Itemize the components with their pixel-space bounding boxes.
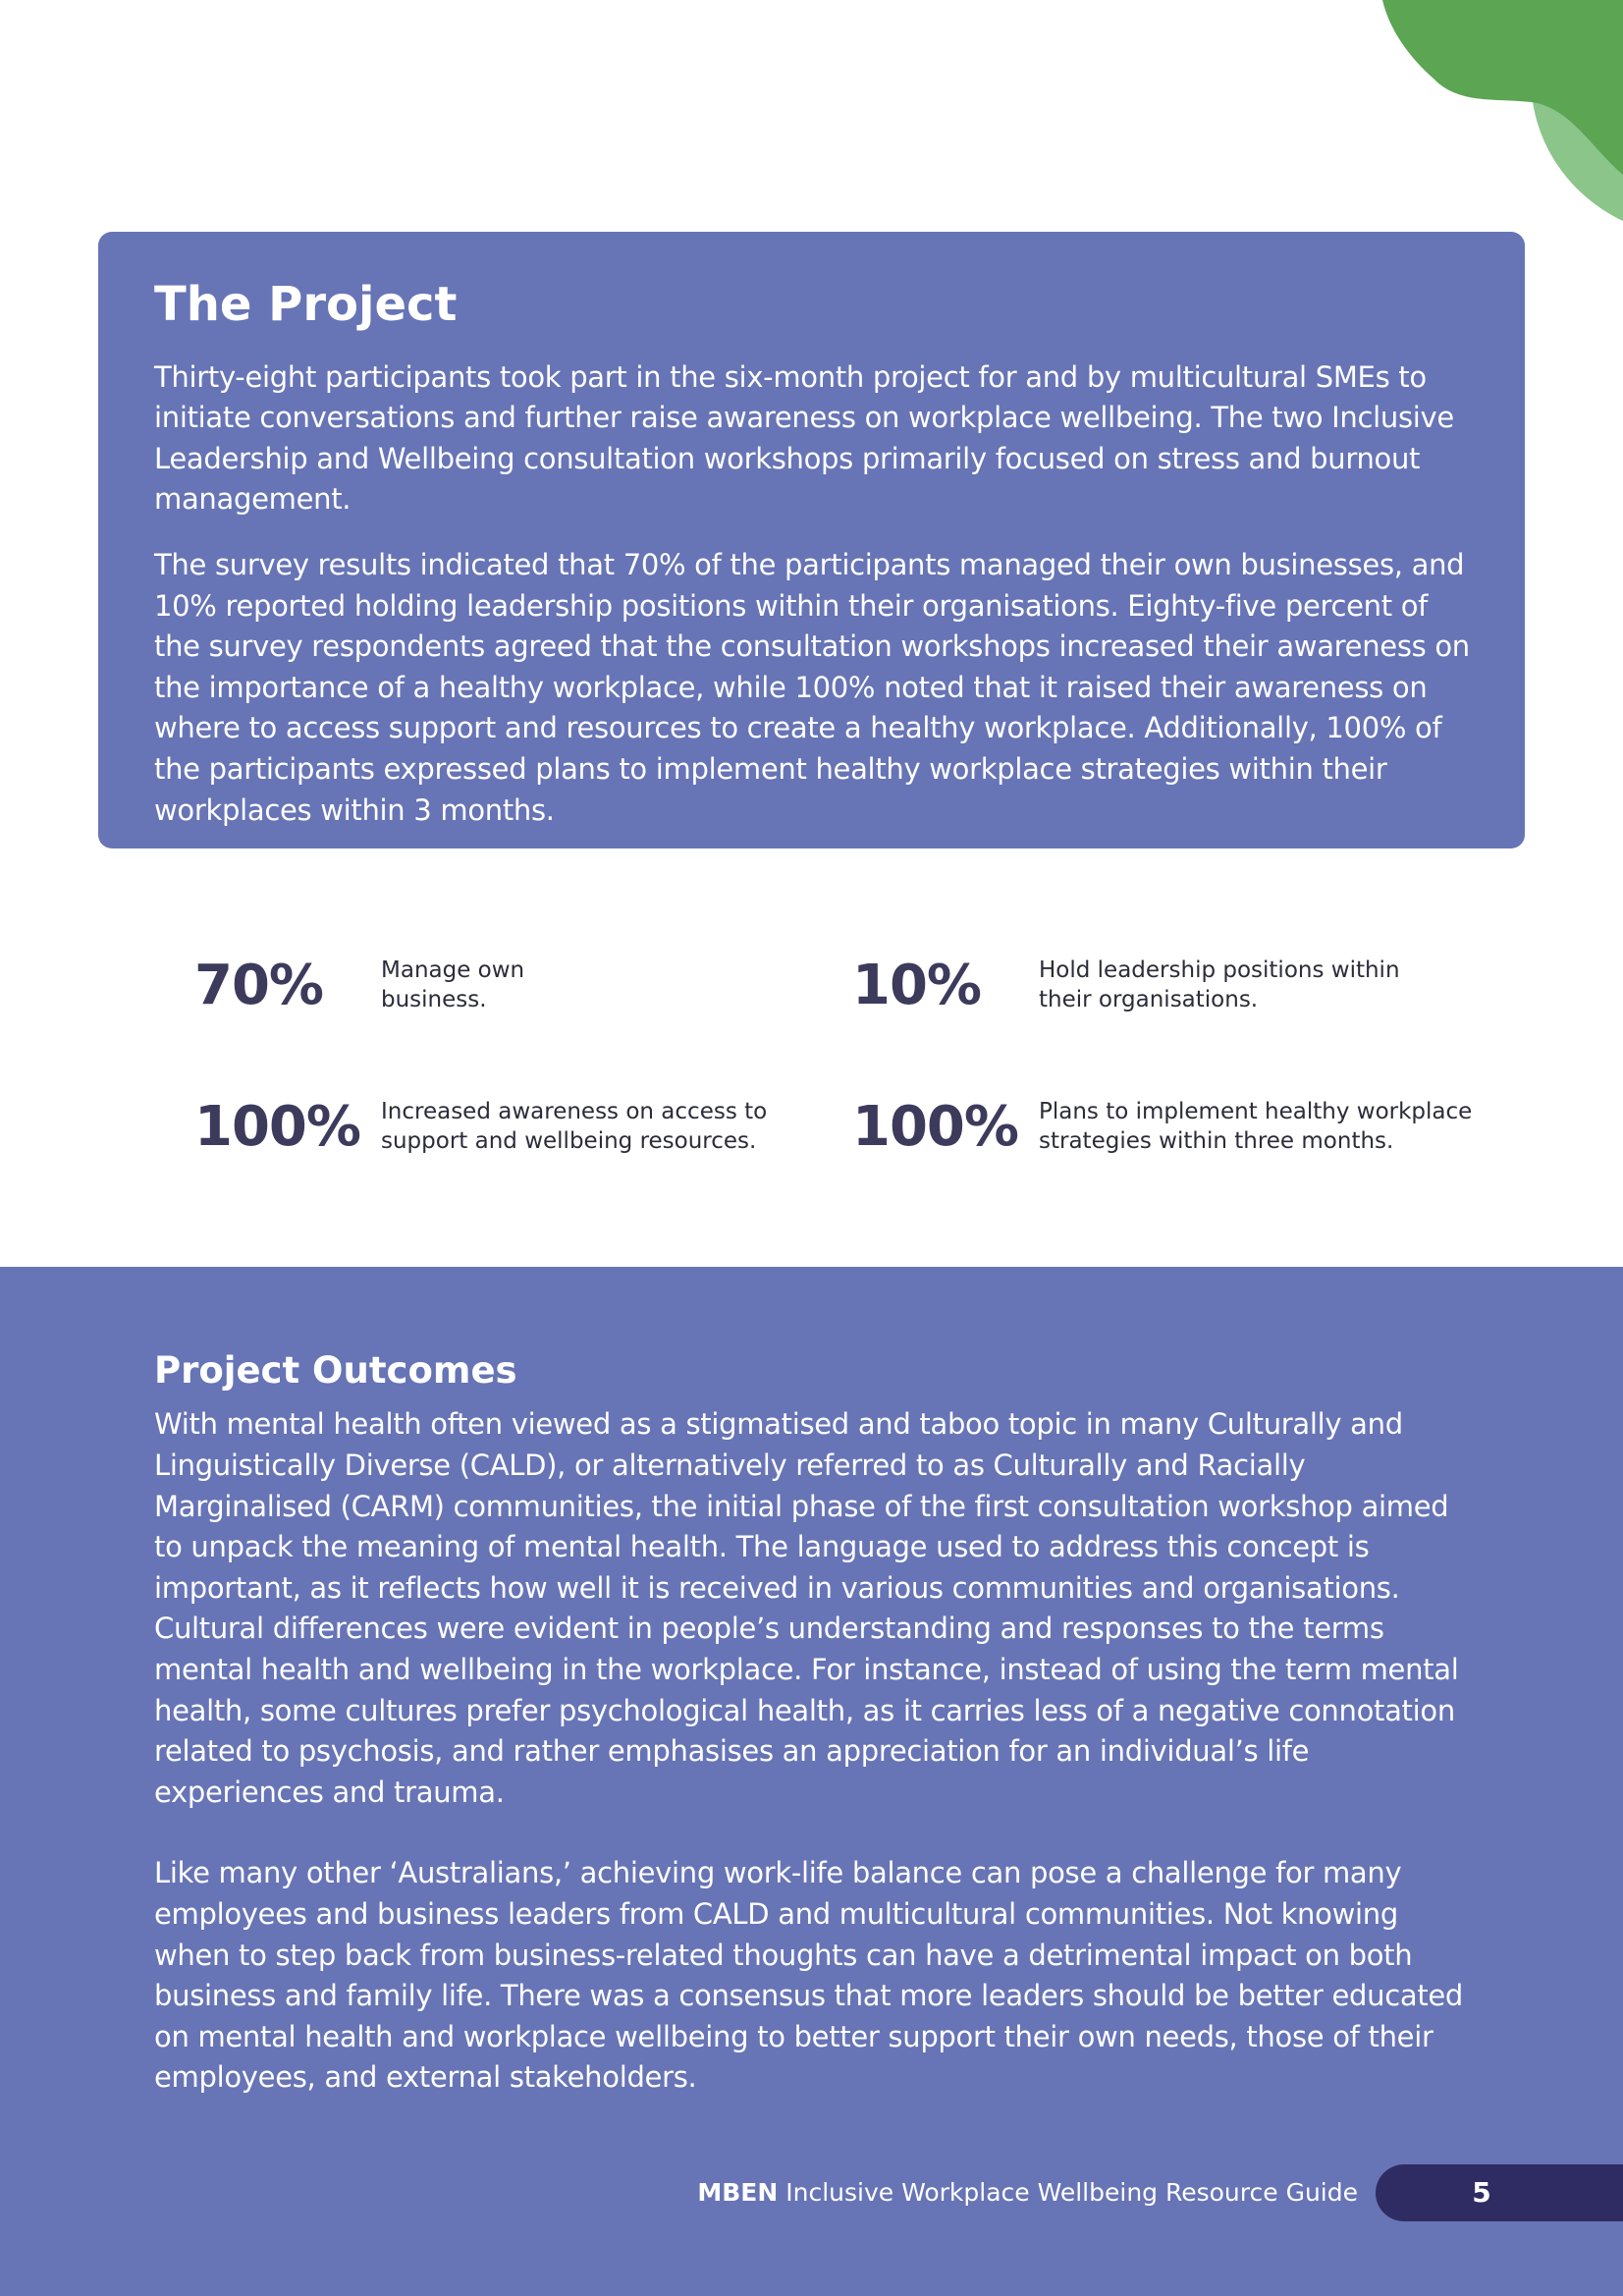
stat-leadership — [852, 943, 1481, 1027]
outcomes-paragraph-1: With mental health often viewed as a stigmatised and taboo topic in many Culturally and Linguistically Diverse (CALD), or alternatively referred to as Culturally and Racially Marginalised (CARM) communities, the initial phase of the first consultation workshop aimed to unpack the meaning of mental health. The language used to address this concept is important, as it reflects how well it is received in various communities and organisations. Cultural differences were evident in people’s understanding and responses to the terms mental health and wellbeing in the workplace. For instance, instead of using the term mental health, some cultures prefer psychological health, as it carries less of a negative connotation related to psychosis, and rather emphasises an appreciation for an individual’s life experiences and trauma. — [154, 1407, 1459, 1809]
footer-guide-title: Inclusive Workplace Wellbeing Resource Guide — [785, 2178, 1358, 2207]
project-paragraph-1: Thirty-eight participants took part in the six-month project for and by multicultural SMEs to initiate conversations and further raise awareness on workplace wellbeing. The two Inclusive Leadership and Wellbeing consultation workshops primarily focused on stress and burnout management. — [154, 359, 1454, 517]
project-paragraph-2: The survey results indicated that 70% of the participants managed their own businesses, and 10% reported holding leadership positions within their organisations. Eighty-five percent of the survey respondents agreed that the consultation workshops increased their awareness on the importance of a healthy workplace, while 100% noted that it raised their awareness on where to access support and resources to create a healthy workplace. Additionally, 100% of the participants expressed plans to implement healthy workplace strategies within their workplaces within 3 months. — [154, 547, 1470, 827]
stat-label: Plans to implement healthy workplace strategies within three months. — [1039, 1099, 1473, 1154]
project-card — [98, 232, 1525, 848]
page-number-badge: 5 — [1376, 2164, 1623, 2221]
outcomes-section — [0, 1267, 1623, 2296]
outcomes-title: Project Outcomes — [154, 1349, 517, 1392]
project-title: The Project — [154, 277, 458, 332]
stat-value: 100% — [194, 1094, 361, 1159]
outcomes-paragraph-2: Like many other ‘Australians,’ achieving work-life balance can pose a challenge for many employees and business leaders from CALD and multicultural communities. Not knowing when to step back from business-related thoughts can have a detrimental impact on both business and family life. There was a consensus that more leaders should be better educated on mental health and workplace wellbeing to better support their own needs, those of their employees, and external stakeholders. — [154, 1856, 1464, 2095]
footer-brand: MBEN — [697, 2178, 779, 2207]
stat-manage-business — [194, 943, 852, 1027]
corner-leaf-decoration — [0, 0, 1623, 236]
stat-label: Hold leadership positions within their organisations. — [1039, 957, 1400, 1012]
page-footer — [0, 2164, 1623, 2221]
stat-value: 100% — [852, 1094, 1019, 1159]
stat-label: Manage own business. — [381, 957, 525, 1012]
stat-label: Increased awareness on access to support and wellbeing resources. — [381, 1099, 768, 1154]
stat-awareness — [194, 1084, 852, 1169]
stat-implement-plans — [852, 1084, 1481, 1169]
outcomes-content — [154, 1349, 1470, 2099]
stats-grid — [194, 943, 1481, 1169]
stat-value: 70% — [194, 953, 324, 1017]
footer-guide-label — [697, 2164, 1358, 2221]
stat-value: 10% — [852, 953, 982, 1017]
